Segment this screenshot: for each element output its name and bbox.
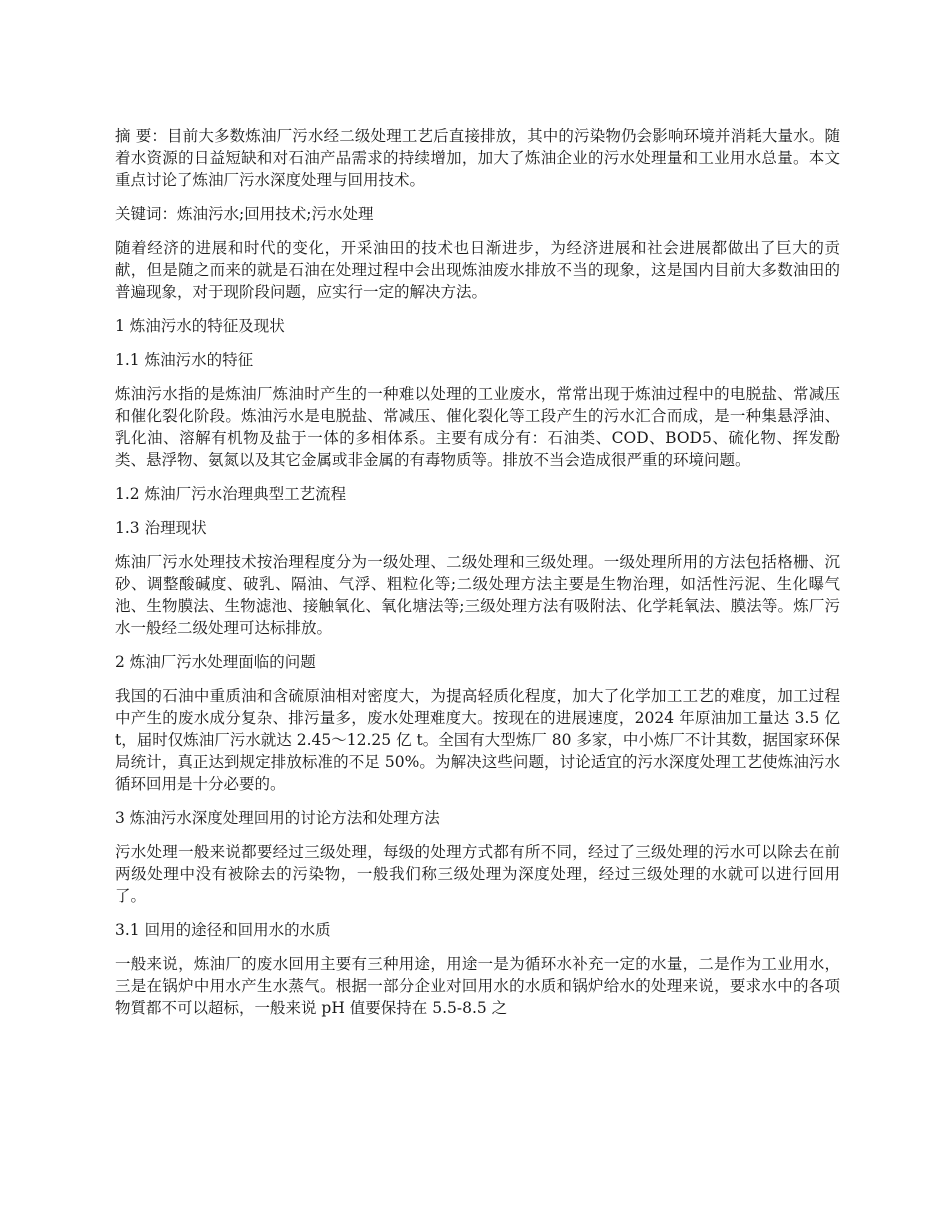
paragraph-1-3: 炼油厂污水处理技术按治理程度分为一级处理、二级处理和三级处理。一级处理所用的方法包括格栅、沉砂、调整酸碱度、破乳、隔油、气浮、粗粒化等;二级处理方法主要是生物治理，如活性污泥、生化曝气池、生物膜法、生物滤池、接触氧化、氧化塘法等;三级处理方法有吸附法、化学耗氧法、膜法等。炼厂污水一般经二级处理可达标排放。 [115, 553, 840, 637]
section-heading-3: 3 炼油污水深度处理回用的讨论方法和处理方法 [115, 809, 440, 827]
paragraph-3-1: 一般来说，炼油厂的废水回用主要有三种用途，用途一是为循环水补充一定的水量，二是作为工业用水，三是在锅炉中用水产生水蒸气。根据一部分企业对回用水的水质和锅炉给水的处理来说，要求水中的各项物質都不可以超标，一般来说 pH 值要保持在 5.5-8.5 之 [115, 955, 840, 1017]
section-heading-1-3: 1.3 治理现状 [115, 519, 207, 537]
intro-paragraph: 随着经济的进展和时代的变化，开采油田的技术也日渐进步，为经济进展和社会进展都做出了巨大的贡献，但是随之而来的就是石油在处理过程中会出现炼油废水排放不当的现象，这是国内目前大多数油田的普遍现象，对于现阶段问题，应实行一定的解决方法。 [115, 239, 840, 301]
section-heading-1-1: 1.1 炼油污水的特征 [115, 351, 254, 369]
section-heading-3-1: 3.1 回用的途径和回用水的水质 [115, 921, 331, 939]
keywords: 关键词：炼油污水;回用技术;污水处理 [115, 205, 374, 223]
paragraph-1-1: 炼油污水指的是炼油厂炼油时产生的一种难以处理的工业废水，常常出现于炼油过程中的电脱盐、常减压和催化裂化阶段。炼油污水是电脱盐、常减压、催化裂化等工段产生的污水汇合而成，是一种集悬浮油、乳化油、溶解有机物及盐于一体的多相体系。主要有成分有：石油类、COD、BOD5、硫化物、挥发酚类、悬浮物、氨氮以及其它金属或非金属的有毒物质等。排放不当会造成很严重的环境问题。 [115, 385, 840, 469]
paragraph-3: 污水处理一般来说都要经过三级处理，每级的处理方式都有所不同，经过了三级处理的污水可以除去在前两级处理中没有被除去的污染物，一般我们称三级处理为深度处理，经过三级处理的水就可以进行回用了。 [115, 843, 840, 905]
document-body [115, 125, 840, 1031]
section-heading-1: 1 炼油污水的特征及现状 [115, 317, 285, 335]
abstract: 摘 要：目前大多数炼油厂污水经二级处理工艺后直接排放，其中的污染物仍会影响环境并消耗大量水。随着水资源的日益短缺和对石油产品需求的持续增加，加大了炼油企业的污水处理量和工业用水总量。本文重点讨论了炼油厂污水深度处理与回用技术。 [115, 127, 840, 189]
paragraph-2: 我国的石油中重质油和含硫原油相对密度大，为提高轻质化程度，加大了化学加工工艺的难度，加工过程中产生的废水成分复杂、排污量多，废水处理难度大。按现在的进展速度，2024 年原油加工量达 3.5 亿 t，届时仅炼油厂污水就达 2.45～12.25 亿 t。全国有大型炼厂 80 多家，中小炼厂不计其数，据国家环保局统计，真正达到规定排放标准的不足 50%。为解决这些问题，讨论适宜的污水深度处理工艺使炼油污水循环回用是十分必要的。 [115, 687, 840, 793]
section-heading-1-2: 1.2 炼油厂污水治理典型工艺流程 [115, 485, 347, 503]
section-heading-2: 2 炼油厂污水处理面临的问题 [115, 653, 316, 671]
